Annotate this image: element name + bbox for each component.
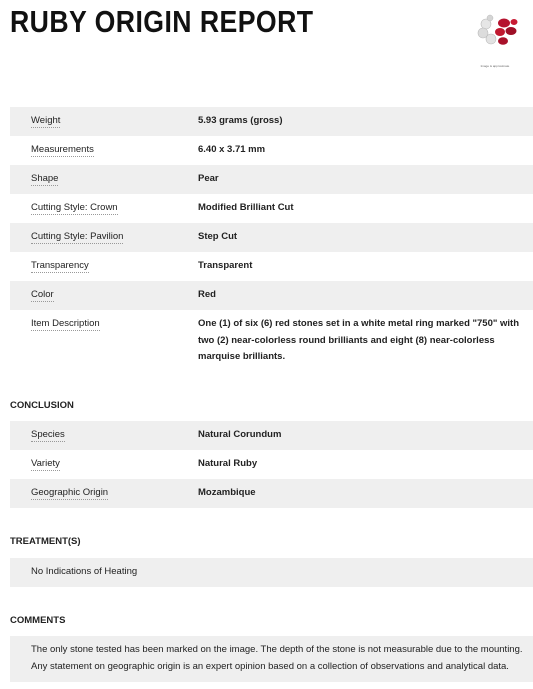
conclusion-value: Natural Ruby (198, 458, 258, 469)
detail-value: Step Cut (198, 231, 238, 242)
ruby-stones (495, 19, 518, 45)
detail-label: Item Description (31, 318, 100, 329)
detail-label: Cutting Style: Crown (31, 202, 118, 213)
conclusion-row-species (10, 421, 533, 450)
detail-label: Cutting Style: Pavilion (31, 231, 124, 242)
detail-row-shape (10, 165, 533, 194)
detail-value: Modified Brilliant Cut (198, 202, 294, 213)
detail-value: 6.40 x 3.71 mm (198, 144, 266, 155)
detail-value: Pear (198, 173, 219, 184)
detail-row-pavilion (10, 223, 533, 252)
detail-row-description (10, 310, 533, 370)
detail-label: Weight (31, 115, 61, 126)
detail-row-transparency (10, 252, 533, 281)
conclusion-label: Geographic Origin (31, 487, 109, 498)
detail-value: One (1) of six (6) red stones set in a white metal ring marked "750" with two (2) near-colorless round brilliants and eight (8) near-colorless marquise brilliants. (198, 318, 520, 362)
detail-row-measurements (10, 136, 533, 165)
detail-row-color (10, 281, 533, 310)
detail-label: Color (31, 289, 54, 300)
conclusion-table (10, 421, 533, 508)
details-table (10, 107, 533, 370)
detail-label: Transparency (31, 260, 89, 271)
treatment-box (10, 558, 533, 587)
detail-row-crown (10, 194, 533, 223)
treatment-text: No Indications of Heating (31, 566, 138, 577)
comments-box (10, 636, 533, 682)
conclusion-label: Species (31, 429, 65, 440)
detail-label: Measurements (31, 144, 94, 155)
conclusion-row-origin (10, 479, 533, 508)
treatment-heading: TREATMENT(S) (10, 536, 81, 547)
comments-text: The only stone tested has been marked on the image. The depth of the stone is not measurable due to the mounting. Any statement on geographic origin is an expert opinion based on a collection of observations and analytical data. (31, 644, 523, 672)
conclusion-row-variety (10, 450, 533, 479)
detail-value: Red (198, 289, 216, 300)
conclusion-heading: CONCLUSION (10, 400, 74, 411)
comments-heading: COMMENTS (10, 615, 66, 626)
detail-row-weight (10, 107, 533, 136)
conclusion-label: Variety (31, 458, 60, 469)
detail-label: Shape (31, 173, 59, 184)
image-caption: Image is approximate (480, 64, 510, 68)
conclusion-value: Mozambique (198, 487, 256, 498)
report-title: RUBY ORIGIN REPORT (10, 4, 314, 39)
diamond-cluster (478, 15, 496, 44)
conclusion-value: Natural Corundum (198, 429, 282, 440)
ring-image (474, 10, 520, 50)
detail-value: Transparent (198, 260, 253, 271)
detail-value: 5.93 grams (gross) (198, 115, 283, 126)
